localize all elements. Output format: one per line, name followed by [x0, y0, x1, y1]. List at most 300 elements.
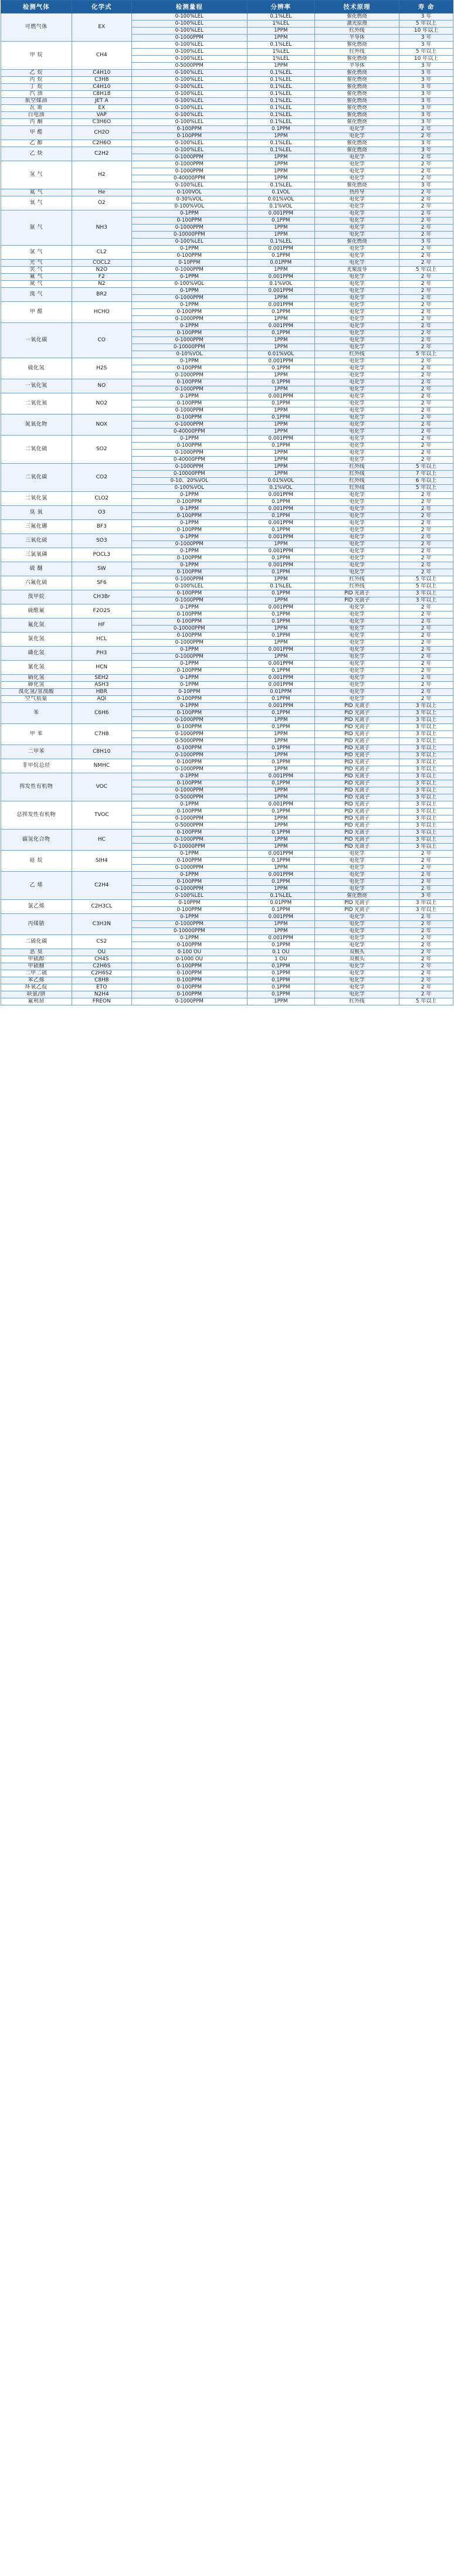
resolution: 0.01%VOL [247, 478, 314, 485]
chemical-formula: PH3 [72, 647, 131, 661]
lifetime: 2 年 [399, 393, 453, 400]
detection-range: 0-1000PPM [131, 640, 247, 647]
detection-range: 0-1000PPM [131, 541, 247, 548]
resolution: 0.01%VOL [247, 351, 314, 358]
chemical-formula: C4H10 [72, 84, 131, 91]
chemical-formula: HBR [72, 689, 131, 696]
detection-range: 0-1PPM [131, 548, 247, 555]
detection-range: 0-100PPM [131, 907, 247, 914]
lifetime: 2 年 [399, 210, 453, 218]
detection-range: 0-1PPM [131, 562, 247, 569]
table-row [1, 682, 453, 689]
technology: 电化学 [314, 337, 399, 344]
lifetime: 3 年 [399, 77, 453, 84]
chemical-formula: VAP [72, 112, 131, 119]
chemical-formula: CH4S [72, 956, 131, 963]
table-row [1, 140, 453, 147]
technology: 电化学 [314, 541, 399, 548]
technology: 红外线 [314, 478, 399, 485]
technology: 电化学 [314, 534, 399, 541]
detection-range: 0-100%LEL [131, 140, 247, 147]
lifetime: 2 年 [399, 928, 453, 935]
table-row [1, 984, 453, 991]
lifetime: 3 年 [399, 140, 453, 147]
lifetime: 3 年以上 [399, 815, 453, 823]
resolution: 1PPM [247, 267, 314, 274]
lifetime: 2 年 [399, 569, 453, 576]
chemical-formula: SF6 [72, 576, 131, 590]
lifetime: 2 年 [399, 562, 453, 569]
technology: 电化学 [314, 225, 399, 232]
detection-range: 0-1PPM [131, 492, 247, 499]
technology: 催化燃烧 [314, 147, 399, 154]
technology: 催化燃烧 [314, 42, 399, 49]
gas-name: 溴 气 [1, 288, 72, 302]
chemical-formula: C8H8 [72, 977, 131, 984]
chemical-formula: CH4 [72, 42, 131, 70]
technology: 电化学 [314, 654, 399, 661]
table-row [1, 745, 453, 752]
detection-range: 0-1PPM [131, 436, 247, 443]
resolution: 1PPM [247, 654, 314, 661]
spec-table [1, 0, 453, 1005]
resolution: 0.1%LEL [247, 239, 314, 246]
table-header [1, 1, 453, 13]
resolution: 0.001PPM [247, 548, 314, 555]
chemical-formula: C6H6 [72, 703, 131, 724]
resolution: 1PPM [247, 731, 314, 738]
resolution: 0.001PPM [247, 851, 314, 858]
lifetime: 3 年以上 [399, 907, 453, 914]
detection-range: 0-100PPM [131, 253, 247, 260]
detection-range: 0-1000PPM [131, 295, 247, 302]
technology: 电化学 [314, 548, 399, 555]
resolution: 0.1%LEL [247, 583, 314, 590]
table-row [1, 436, 453, 443]
resolution: 1PPM [247, 626, 314, 633]
resolution: 0.1%LEL [247, 84, 314, 91]
resolution: 1PPM [247, 422, 314, 429]
lifetime: 2 年 [399, 253, 453, 260]
detection-range: 0-1PPM [131, 506, 247, 513]
lifetime: 2 年 [399, 949, 453, 956]
gas-name: 甲 醛 [1, 126, 72, 140]
detection-range: 0-1PPM [131, 520, 247, 527]
gas-name: 硫化氢 [1, 358, 72, 379]
technology: 电化学 [314, 935, 399, 942]
technology: PID 光离子 [314, 808, 399, 815]
technology: PID 光离子 [314, 907, 399, 914]
detection-range: 0-1000PPM [131, 154, 247, 161]
resolution: 0.001PPM [247, 675, 314, 682]
table-row [1, 851, 453, 858]
resolution: 1PPM [247, 63, 314, 70]
technology: 催化燃烧 [314, 13, 399, 21]
lifetime: 3 年以上 [399, 837, 453, 844]
table-row [1, 900, 453, 907]
detection-range: 0-100%LEL [131, 56, 247, 63]
detection-range: 0-100PPM [131, 443, 247, 450]
table-row [1, 246, 453, 253]
detection-range: 0-100PPM [131, 759, 247, 766]
technology: PID 光离子 [314, 823, 399, 830]
table-row [1, 189, 453, 196]
gas-name: 磷化氢 [1, 647, 72, 661]
detection-range: 0-100 OU [131, 949, 247, 956]
lifetime: 2 年 [399, 365, 453, 372]
lifetime: 7 年以上 [399, 471, 453, 478]
technology: 电化学 [314, 661, 399, 668]
detection-range: 0-100%LEL [131, 70, 247, 77]
table-row [1, 590, 453, 597]
lifetime: 2 年 [399, 914, 453, 921]
technology: 电化学 [314, 879, 399, 886]
detection-range: 0-1PPM [131, 323, 247, 330]
lifetime: 3 年以上 [399, 590, 453, 597]
lifetime: 2 年 [399, 295, 453, 302]
gas-name: 二硫化碳 [1, 935, 72, 949]
chemical-formula: C8H18 [72, 91, 131, 98]
table-row [1, 393, 453, 400]
chemical-formula: C4H10 [72, 70, 131, 77]
technology: 电化学 [314, 422, 399, 429]
detection-range: 0-100PPM [131, 984, 247, 991]
resolution: 0.1PPM [247, 527, 314, 534]
technology: 催化燃烧 [314, 140, 399, 147]
resolution: 1PPM [247, 640, 314, 647]
gas-name: 二氧化氮 [1, 393, 72, 414]
table-row [1, 260, 453, 267]
lifetime: 2 年 [399, 196, 453, 203]
lifetime: 2 年 [399, 337, 453, 344]
gas-name: 碳氢化合物 [1, 830, 72, 851]
gas-name: 环氧乙烷 [1, 984, 72, 991]
resolution: 0.1 OU [247, 949, 314, 956]
chemical-formula: C2H6S2 [72, 970, 131, 977]
detection-range: 0-100%LEL [131, 239, 247, 246]
chemical-formula: EX [72, 13, 131, 42]
lifetime: 2 年 [399, 886, 453, 893]
resolution: 0.001PPM [247, 562, 314, 569]
chemical-formula: NO [72, 379, 131, 393]
gas-name: 白电油 [1, 112, 72, 119]
gas-name: 氮 气 [1, 281, 72, 288]
technology: PID 光离子 [314, 738, 399, 745]
lifetime: 2 年 [399, 527, 453, 534]
chemical-formula: C3H6O [72, 119, 131, 126]
lifetime: 3 年 [399, 147, 453, 154]
detection-range: 0-5000PPM [131, 738, 247, 745]
table-row [1, 520, 453, 527]
resolution: 0.1PPM [247, 499, 314, 506]
lifetime: 2 年 [399, 274, 453, 281]
detection-range: 0-1000PPM [131, 407, 247, 414]
technology: 电化学 [314, 668, 399, 675]
resolution: 1PPM [247, 161, 314, 168]
col-gas: 检测气体 [1, 1, 72, 13]
table-row [1, 935, 453, 942]
lifetime: 3 年 [399, 98, 453, 105]
resolution: 1PPM [247, 576, 314, 583]
chemical-formula: CH2O [72, 126, 131, 140]
technology: 催化燃烧 [314, 105, 399, 112]
lifetime: 2 年 [399, 682, 453, 689]
gas-name: 氯乙烯 [1, 900, 72, 914]
detection-range: 0-1PPM [131, 358, 247, 365]
lifetime: 5 年以上 [399, 21, 453, 28]
resolution: 0.1PPM [247, 984, 314, 991]
technology: 电化学 [314, 393, 399, 400]
gas-name: 非甲烷总烃 [1, 759, 72, 773]
gas-name: 瓦 斯 [1, 105, 72, 112]
technology: 电化学 [314, 506, 399, 513]
detection-range: 0-10%VOL [131, 351, 247, 358]
detection-range: 0-10PPM [131, 260, 247, 267]
detection-range: 0-100PPM [131, 330, 247, 337]
detection-range: 0-1000PPM [131, 450, 247, 457]
resolution: 1PPM [247, 471, 314, 478]
chemical-formula: SW [72, 562, 131, 576]
resolution: 0.1PPM [247, 745, 314, 752]
lifetime: 3 年 [399, 84, 453, 91]
lifetime: 2 年 [399, 633, 453, 640]
lifetime: 2 年 [399, 400, 453, 407]
resolution: 0.01PPM [247, 260, 314, 267]
detection-range: 0-10PPM [131, 900, 247, 907]
detection-range: 0-1PPM [131, 675, 247, 682]
gas-name: 氢 气 [1, 161, 72, 189]
detection-range: 0-1PPM [131, 935, 247, 942]
detection-range: 0-10000PPM [131, 844, 247, 851]
resolution: 0.001PPM [247, 520, 314, 527]
detection-range: 0-1000PPM [131, 35, 247, 42]
technology: 红外线 [314, 998, 399, 1005]
detection-range: 0-100PPM [131, 618, 247, 626]
lifetime: 3 年 [399, 105, 453, 112]
chemical-formula: CO2 [72, 464, 131, 492]
technology: 电化学 [314, 886, 399, 893]
resolution: 0.1PPM [247, 780, 314, 787]
lifetime: 2 年 [399, 429, 453, 436]
detection-range: 0-1PPM [131, 872, 247, 879]
technology: 电化学 [314, 330, 399, 337]
resolution: 1 OU [247, 956, 314, 963]
technology: 电化学 [314, 942, 399, 949]
detection-range: 0-100%LEL [131, 182, 247, 189]
chemical-formula: BR2 [72, 288, 131, 302]
detection-range: 0-1000PPM [131, 576, 247, 583]
lifetime: 10 年以上 [399, 28, 453, 35]
gas-name: 溴甲烷 [1, 590, 72, 604]
detection-range: 0-30%VOL [131, 196, 247, 203]
gas-name: 氟利昂 [1, 998, 72, 1005]
technology: 催化燃烧 [314, 182, 399, 189]
table-row [1, 84, 453, 91]
technology: 电化学 [314, 977, 399, 984]
lifetime: 2 年 [399, 935, 453, 942]
technology: 电化学 [314, 175, 399, 182]
lifetime: 3 年 [399, 35, 453, 42]
detection-range: 0-100%LEL [131, 13, 247, 21]
resolution: 0.1PPM [247, 443, 314, 450]
lifetime: 3 年以上 [399, 759, 453, 766]
detection-range: 0-1000PPM [131, 316, 247, 323]
chemical-formula: CS2 [72, 935, 131, 949]
lifetime: 2 年 [399, 506, 453, 513]
lifetime: 2 年 [399, 288, 453, 295]
table-row [1, 991, 453, 998]
resolution: 0.1PPM [247, 907, 314, 914]
resolution: 0.001PPM [247, 872, 314, 879]
technology: PID 光离子 [314, 837, 399, 844]
lifetime: 2 年 [399, 126, 453, 133]
technology: 电化学 [314, 520, 399, 527]
lifetime: 2 年 [399, 189, 453, 196]
detection-range: 0-100PPM [131, 513, 247, 520]
chemical-formula: C2H4 [72, 872, 131, 900]
technology: 电化学 [314, 647, 399, 654]
technology: 催化燃烧 [314, 77, 399, 84]
detection-range: 0-100PPM [131, 724, 247, 731]
detection-range: 0-1000PPM [131, 372, 247, 379]
resolution: 1PPM [247, 407, 314, 414]
gas-name: 甲硫醚 [1, 963, 72, 970]
technology: 电化学 [314, 295, 399, 302]
resolution: 0.1PPM [247, 879, 314, 886]
gas-name: 联氨/肼 [1, 991, 72, 998]
chemical-formula: ETO [72, 984, 131, 991]
technology: 电化学 [314, 618, 399, 626]
resolution: 0.1PPM [247, 808, 314, 815]
resolution: 0.1PPM [247, 633, 314, 640]
gas-name: 溴化氢/氢溴酸 [1, 689, 72, 696]
resolution: 0.1VOL [247, 189, 314, 196]
lifetime: 2 年 [399, 246, 453, 253]
technology: 电化学 [314, 154, 399, 161]
chemical-formula: NOX [72, 414, 131, 436]
resolution: 1PPM [247, 344, 314, 351]
technology: PID 光离子 [314, 597, 399, 604]
detection-range: 0-100VOL [131, 189, 247, 196]
gas-name: 苯乙烯 [1, 977, 72, 984]
col-range: 检测量程 [131, 1, 247, 13]
chemical-formula: FREON [72, 998, 131, 1005]
technology: 电化学 [314, 921, 399, 928]
chemical-formula: CO [72, 323, 131, 358]
chemical-formula: C2H2 [72, 147, 131, 161]
table-row [1, 773, 453, 780]
lifetime: 2 年 [399, 513, 453, 520]
table-row [1, 562, 453, 569]
detection-range: 0-1000PPM [131, 837, 247, 844]
lifetime: 2 年 [399, 640, 453, 647]
gas-name: 硫 醚 [1, 562, 72, 576]
technology: 半导体 [314, 63, 399, 70]
technology: 电化学 [314, 457, 399, 464]
detection-range: 0-100PPM [131, 527, 247, 534]
technology: 电化学 [314, 604, 399, 611]
technology: 催化燃烧 [314, 119, 399, 126]
table-row [1, 13, 453, 21]
technology: 电化学 [314, 281, 399, 288]
gas-name: 挥发性有机物 [1, 773, 72, 801]
lifetime: 10 年以上 [399, 56, 453, 63]
detection-range: 0-1000PPM [131, 464, 247, 471]
lifetime: 2 年 [399, 675, 453, 682]
resolution: 0.001PPM [247, 647, 314, 654]
technology: 光聚波导 [314, 267, 399, 274]
detection-range: 0-100%LEL [131, 49, 247, 56]
lifetime: 2 年 [399, 942, 453, 949]
chemical-formula: SIH4 [72, 851, 131, 872]
resolution: 1PPM [247, 386, 314, 393]
resolution: 0.01%VOL [247, 196, 314, 203]
technology: 激光原理 [314, 21, 399, 28]
technology: 催化燃烧 [314, 98, 399, 105]
resolution: 1PPM [247, 35, 314, 42]
table-row [1, 196, 453, 203]
table-row [1, 210, 453, 218]
technology: 电化学 [314, 210, 399, 218]
gas-name: 甲硫醇 [1, 956, 72, 963]
chemical-formula: F2 [72, 274, 131, 281]
resolution: 1%LEL [247, 56, 314, 63]
col-resolution: 分辨率 [247, 1, 314, 13]
resolution: 1PPM [247, 787, 314, 794]
gas-sensor-spec-table [0, 0, 454, 1005]
detection-range: 0-100PPM [131, 808, 247, 815]
technology: 电化学 [314, 626, 399, 633]
technology: 电化学 [314, 133, 399, 140]
lifetime: 2 年 [399, 865, 453, 872]
resolution: 1PPM [247, 464, 314, 471]
lifetime: 2 年 [399, 168, 453, 175]
technology: 电化学 [314, 443, 399, 450]
lifetime: 5 年以上 [399, 464, 453, 471]
technology: 电化学 [314, 513, 399, 520]
technology: 催化燃烧 [314, 84, 399, 91]
lifetime: 2 年 [399, 260, 453, 267]
technology: 电化学 [314, 562, 399, 569]
resolution: 1PPM [247, 232, 314, 239]
lifetime: 2 年 [399, 379, 453, 386]
gas-name: 空气质量 [1, 696, 72, 703]
lifetime: 3 年以上 [399, 900, 453, 907]
detection-range: 0-1000PPM [131, 386, 247, 393]
resolution: 0.001PPM [247, 274, 314, 281]
detection-range: 0-100PPM [131, 379, 247, 386]
lifetime: 5 年以上 [399, 351, 453, 358]
technology: 电化学 [314, 407, 399, 414]
table-row [1, 77, 453, 84]
detection-range: 0-5000PPM [131, 63, 247, 70]
lifetime: 2 年 [399, 232, 453, 239]
resolution: 0.1PPM [247, 618, 314, 626]
resolution: 0.1%LEL [247, 105, 314, 112]
lifetime: 3 年 [399, 91, 453, 98]
lifetime: 2 年 [399, 407, 453, 414]
technology: 电化学 [314, 914, 399, 921]
resolution: 1%LEL [247, 49, 314, 56]
resolution: 0.1PPM [247, 555, 314, 562]
resolution: 0.1PPM [247, 963, 314, 970]
technology: 红外线 [314, 576, 399, 583]
technology: PID 光离子 [314, 752, 399, 759]
resolution: 1PPM [247, 154, 314, 161]
chemical-formula: CL2 [72, 246, 131, 260]
chemical-formula: H2S [72, 358, 131, 379]
technology: 电化学 [314, 970, 399, 977]
